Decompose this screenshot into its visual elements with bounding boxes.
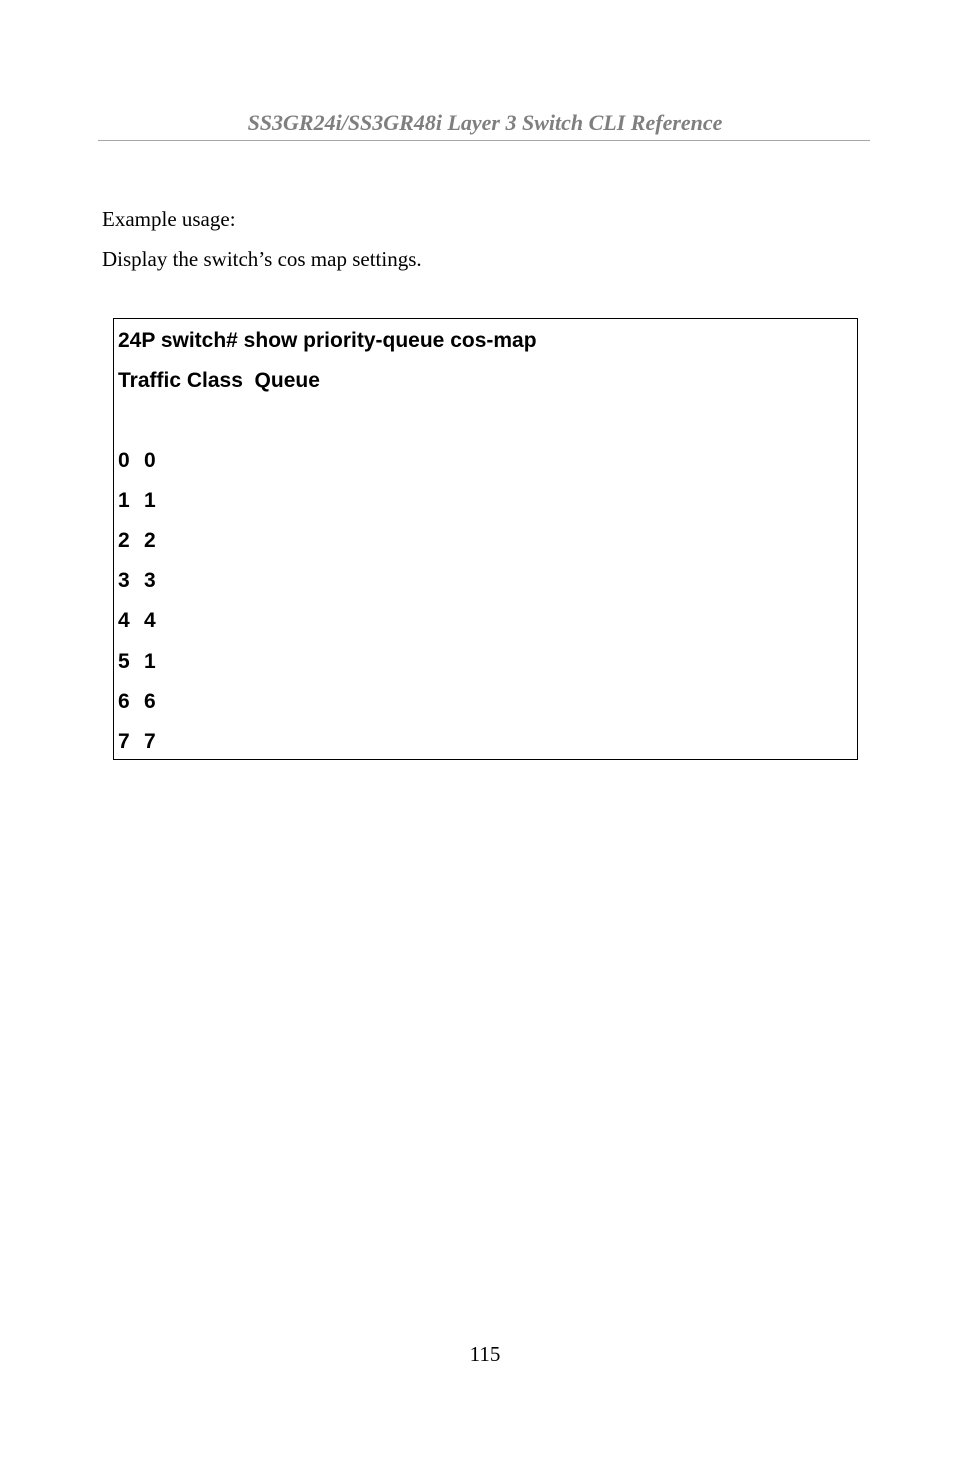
traffic-class-value: 3 [118,569,130,592]
running-header: SS3GR24i/SS3GR48i Layer 3 Switch CLI Reference [247,110,723,135]
queue-value: 7 [144,730,156,753]
traffic-class-value: 2 [118,529,130,552]
traffic-class-value: 1 [118,489,130,512]
example-description: Display the switch’s cos map settings. [102,247,422,271]
queue-value: 3 [144,569,156,592]
queue-value: 4 [144,609,156,632]
cli-output-box [113,318,858,760]
traffic-class-value: 0 [118,449,130,472]
traffic-class-value: 6 [118,690,130,713]
queue-value: 6 [144,690,156,713]
cli-column-header: Traffic Class Queue [118,369,320,392]
queue-value: 1 [144,650,156,673]
traffic-class-value: 5 [118,650,130,673]
cli-command-line: 24P switch# show priority-queue cos-map [118,329,537,352]
queue-value: 0 [144,449,156,472]
traffic-class-value: 4 [118,609,130,632]
header-divider [98,140,870,141]
queue-value: 1 [144,489,156,512]
page-number: 115 [469,1342,501,1366]
queue-value: 2 [144,529,156,552]
traffic-class-value: 7 [118,730,130,753]
example-usage-label: Example usage: [102,207,236,231]
